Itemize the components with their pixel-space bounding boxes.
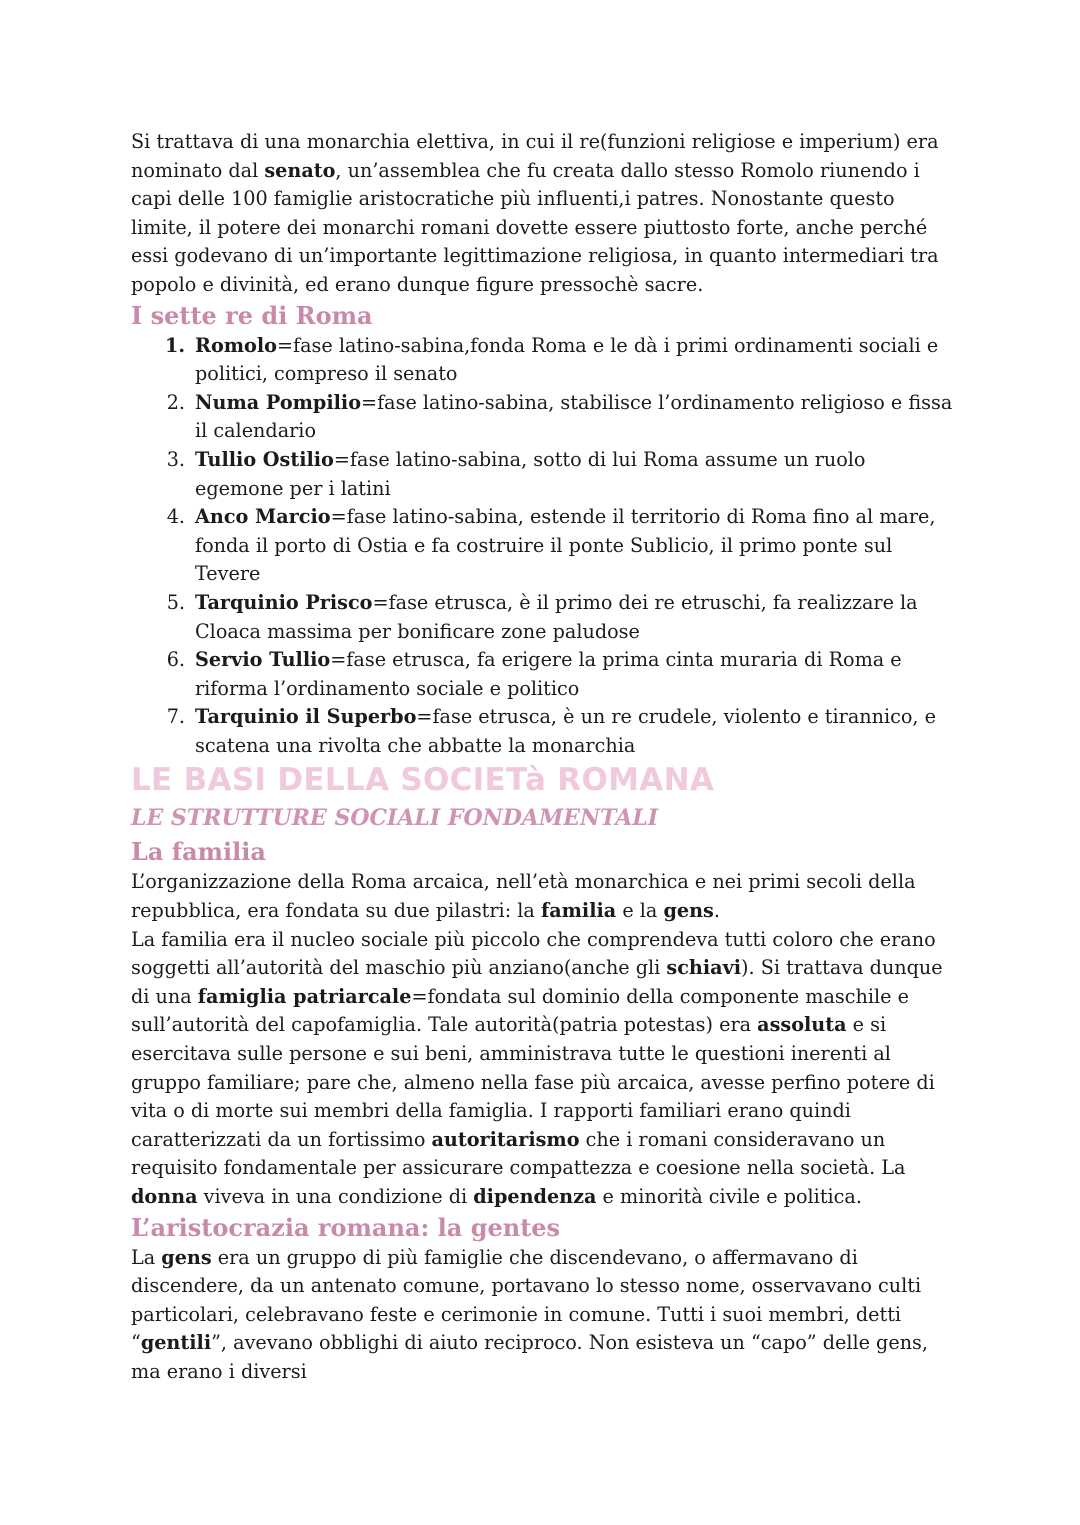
familia-paragraph-2: La familia era il nucleo sociale più piccolo che comprendeva tutti coloro che erano soggetti all’autorità del maschio più anziano(anche gli schiavi). Si trattava dunque di una famiglia patriarcale=fondata sul dominio della componente maschile e sull’autorità del capofamiglia. Tale autorità(patria potestas) era assoluta e si esercitava sulle persone e sui beni, amministrava tutte le questioni inerenti al gruppo familiare; pare che, almeno nella fase più arcaica, avesse perfino potere di vita o di morte sui membri della famiglia. I rapporti familiari erano quindi caratterizzati da un fortissimo autoritarismo che i romani consideravano un requisito fondamentale per assicurare compattezza e coesione nella società. La donna viveva in una condizione di dipendenza e minorità civile e politica. xyxy=(131,927,943,1208)
list-item: 3. Tullio Ostilio=fase latino-sabina, sotto di lui Roma assume un ruolo egemone per i latini xyxy=(166,447,866,500)
kings-list xyxy=(131,332,953,761)
list-item: 1. Romolo=fase latino-sabina,fonda Roma e le dà i primi ordinamenti sociali e politici, compreso il senato xyxy=(164,333,939,386)
kings-heading: I sette re di Roma xyxy=(131,300,373,330)
list-item: 7. Tarquinio il Superbo=fase etrusca, è un re crudele, violento e tirannico, e scatena una rivolta che abbatte la monarchia xyxy=(166,705,936,757)
society-title: LE BASI DELLA SOCIETà ROMANA xyxy=(131,762,715,799)
intro-paragraph: Si trattava di una monarchia elettiva, in cui il re(funzioni religiose e imperium) era nominato dal senato, un’assemblea che fu creata dallo stesso Romolo riunendo i capi delle 100 famiglie aristocratiche più influenti,i patres. Nonostante questo limite, il potere dei monarchi romani dovette essere piuttosto forte, anche perché essi godevano di un’importante legittimazione religiosa, in quanto intermediari tra popolo e divinità, ed erano dunque figure pressochè sacre. xyxy=(131,130,939,296)
list-item: 4. Anco Marcio=fase latino-sabina, estende il territorio di Roma fino al mare, fonda il porto di Ostia e fa costruire il ponte Sublicio, il primo ponte sul Tevere xyxy=(166,505,936,586)
page-content xyxy=(131,128,953,1387)
list-item: 5. Tarquinio Prisco=fase etrusca, è il primo dei re etruschi, fa realizzare la Cloaca massima per bonificare zone paludose xyxy=(166,590,918,643)
society-subtitle: LE STRUTTURE SOCIALI FONDAMENTALI xyxy=(131,805,659,832)
familia-heading: La familia xyxy=(131,837,266,867)
gentes-heading: L’aristocrazia romana: la gentes xyxy=(131,1212,561,1242)
gentes-paragraph: La gens era un gruppo di più famiglie che discendevano, o affermavano di discendere, da un antenato comune, portavano lo stesso nome, osservavano culti particolari, celebravano feste e cerimonie in comune. Tutti i suoi membri, detti “gentili”, avevano obblighi di aiuto reciproco. Non esisteva un “capo” delle gens, ma erano i diversi xyxy=(131,1245,928,1383)
familia-paragraph-1: L’organizzazione della Roma arcaica, nell’età monarchica e nei primi secoli della repubblica, era fondata su due pilastri: la familia e la gens. xyxy=(131,870,916,923)
list-item: 2. Numa Pompilio=fase latino-sabina, stabilisce l’ordinamento religioso e fissa il calendario xyxy=(166,390,953,443)
list-item: 6. Servio Tullio=fase etrusca, fa erigere la prima cinta muraria di Roma e riforma l’ordinamento sociale e politico xyxy=(166,648,902,700)
